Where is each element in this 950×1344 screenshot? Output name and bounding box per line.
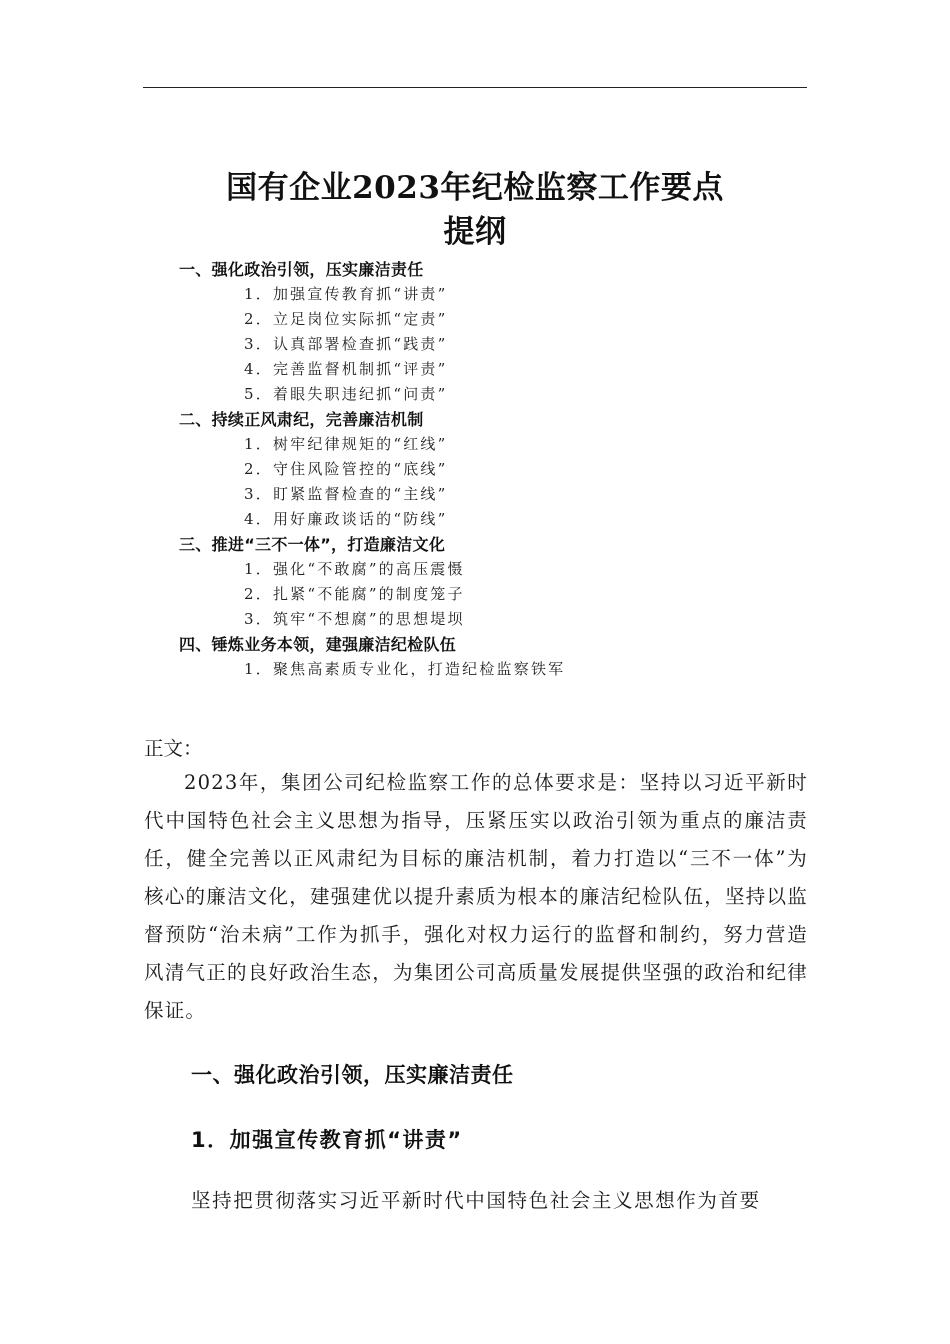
outline-item: 2．立足岗位实际抓“定责” xyxy=(244,310,448,328)
subsection-heading: 1．加强宣传教育抓“讲责” xyxy=(191,1128,463,1152)
outline-item: 1．强化“不敢腐”的高压震慑 xyxy=(244,560,465,578)
outline-section-heading: 三、推进“三不一体”，打造廉洁文化 xyxy=(179,535,446,554)
outline-item: 3．盯紧监督检查的“主线” xyxy=(244,485,448,503)
header-rule xyxy=(143,87,807,88)
outline xyxy=(0,257,950,682)
outline-item: 2．扎紧“不能腐”的制度笼子 xyxy=(244,585,465,603)
outline-item: 1．树牢纪律规矩的“红线” xyxy=(244,435,448,453)
outline-item: 5．着眼失职违纪抓“问责” xyxy=(244,385,448,403)
outline-item: 3．认真部署检查抓“践责” xyxy=(244,335,448,353)
outline-section-heading: 二、持续正风肃纪，完善廉洁机制 xyxy=(179,410,424,429)
subsection-text: 坚持把贯彻落实习近平新时代中国特色社会主义思想作为首要 xyxy=(191,1189,761,1212)
document-subtitle: 提纲 xyxy=(443,214,507,250)
body-label: 正文： xyxy=(144,737,203,760)
intro-paragraph: 2023年，集团公司纪检监察工作的总体要求是：坚持以习近平新时代中国特色社会主义思想为指导，压紧压实以政治引领为重点的廉洁责任，健全完善以正风肃纪为目标的廉洁机制，着力打造以“三不一体”为核心的廉洁文化，建强建优以提升素质为根本的廉洁纪检队伍，坚持以监督预防“治未病”工作为抓手，强化对权力运行的监督和制约，努力营造风清气正的良好政治生态，为集团公司高质量发展提供坚强的政治和纪律保证。 xyxy=(144,771,808,1022)
outline-item: 1．聚焦高素质专业化，打造纪检监察铁军 xyxy=(244,660,566,678)
section-heading: 一、强化政治引领，压实廉洁责任 xyxy=(191,1063,514,1087)
outline-item: 2．守住风险管控的“底线” xyxy=(244,460,448,478)
outline-item: 1．加强宣传教育抓“讲责” xyxy=(244,285,448,303)
outline-item: 3．筑牢“不想腐”的思想堤坝 xyxy=(244,610,465,628)
outline-item: 4．完善监督机制抓“评责” xyxy=(244,360,448,378)
document-title: 国有企业2023年纪检监察工作要点 xyxy=(226,170,724,206)
outline-section-heading: 四、锤炼业务本领，建强廉洁纪检队伍 xyxy=(179,635,457,654)
outline-section-heading: 一、强化政治引领，压实廉洁责任 xyxy=(179,260,424,279)
outline-item: 4．用好廉政谈话的“防线” xyxy=(244,510,448,528)
